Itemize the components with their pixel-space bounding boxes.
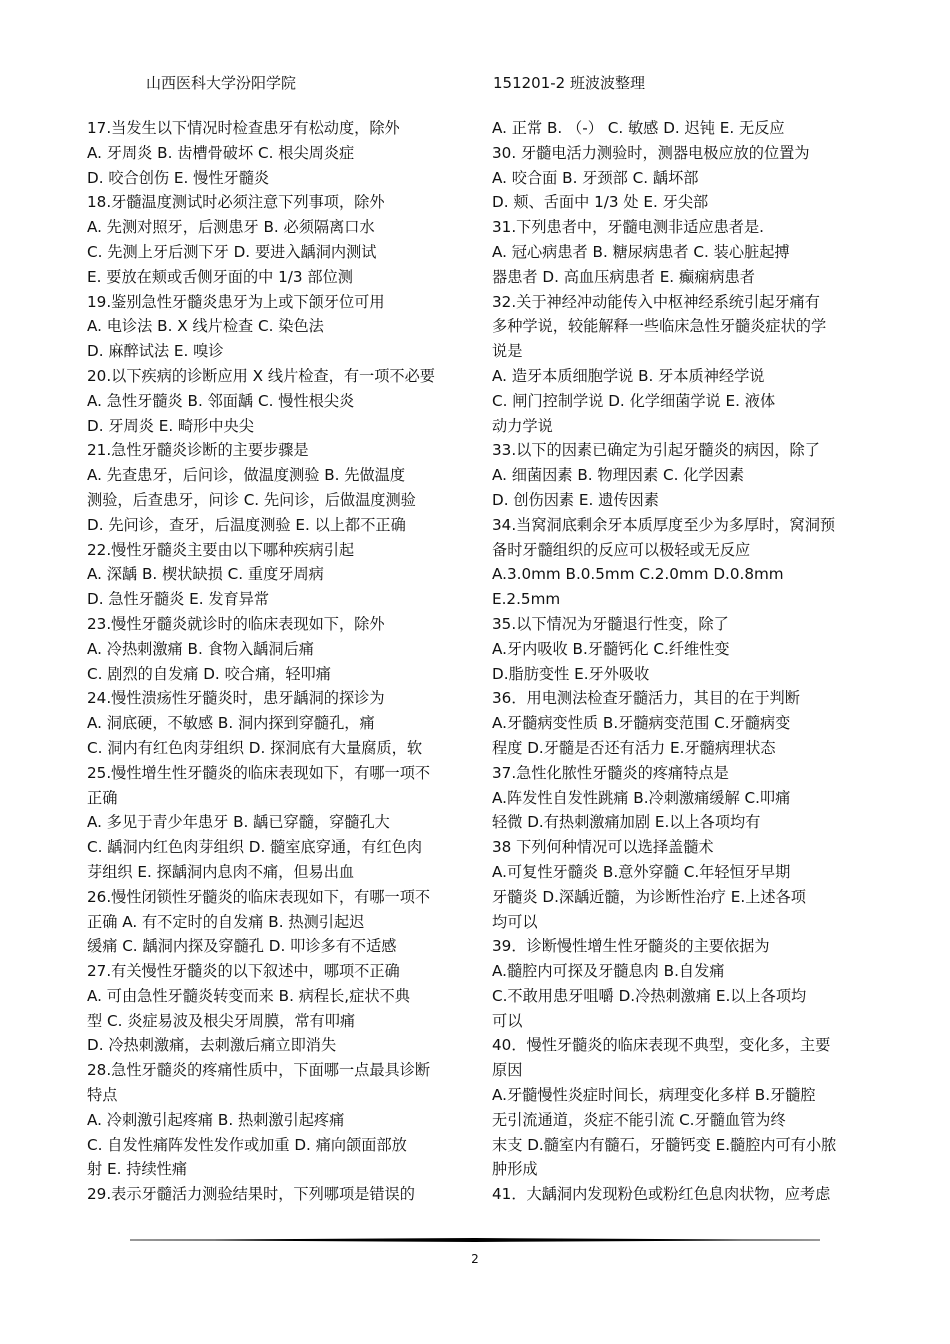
text-line: A.牙内吸收 B.牙髓钙化 C.纤维性变 [492, 639, 730, 658]
text-line: 测验，后查患牙，问诊 C. 先问诊，后做温度测验 [87, 490, 416, 509]
text-line: 17.当发生以下情况时检查患牙有松动度，除外 [87, 119, 400, 137]
text-line: 22.慢性牙髓炎主要由以下哪种疾病引起 [87, 540, 355, 559]
text-line: A. 正常 B. （-） C. 敏感 D. 迟钝 E. 无反应 [492, 119, 785, 137]
text-line: 27.有关慢性牙髓炎的以下叙述中，哪项不正确 [87, 962, 400, 981]
text-line: 牙髓炎 D.深龋近髓，为诊断性治疗 E.上述各项 [492, 887, 806, 906]
text-line: 33.以下的因素已确定为引起牙髓炎的病因，除了 [492, 441, 820, 460]
text-line: 器患者 D. 高血压病患者 E. 癫痫病患者 [492, 267, 755, 286]
text-line: 26.慢性闭锁性牙髓炎的临床表现如下，有哪一项不 [87, 887, 431, 906]
text-line: A.牙髓病变性质 B.牙髓病变范围 C.牙髓病变 [492, 714, 791, 733]
text-line: 41．大龋洞内发现粉色或粉红色息肉状物，应考虑 [492, 1185, 831, 1204]
text-line: D. 创伤因素 E. 遗传因素 [492, 490, 659, 509]
text-line: A. 冷热刺激痛 B. 食物入龋洞后痛 [87, 639, 314, 658]
page-number: 2 [471, 1252, 479, 1266]
text-line: 37.急性化脓性牙髓炎的疼痛特点是 [492, 763, 729, 782]
text-line: E.2.5mm [492, 590, 561, 609]
text-line: 36．用电测法检查牙髓活力，其目的在于判断 [492, 689, 800, 708]
text-line: 25.慢性增生性牙髓炎的临床表现如下，有哪一项不 [87, 763, 431, 782]
text-line: A. 冠心病患者 B. 糖尿病患者 C. 装心脏起搏 [492, 242, 790, 261]
text-line: 正确 A. 有不定时的自发痛 B. 热测引起迟 [87, 912, 365, 931]
text-line: 32.关于神经冲动能传入中枢神经系统引起牙痛有 [492, 292, 820, 311]
text-line: D. 牙周炎 E. 畸形中央尖 [87, 416, 254, 435]
text-line: C. 洞内有红色肉芽组织 D. 探洞底有大量腐质，软 [87, 738, 423, 757]
text-line: C. 闸门控制学说 D. 化学细菌学说 E. 液体 [492, 391, 776, 410]
text-line: A. 先查患牙，后问诊，做温度测验 B. 先做温度 [87, 466, 406, 485]
text-line: A.阵发性自发性跳痛 B.冷刺激痛缓解 C.叩痛 [492, 788, 791, 807]
text-line: 肿形成 [492, 1160, 538, 1179]
text-line: 无引流通道，炎症不能引流 C.牙髓血管为终 [492, 1110, 786, 1129]
text-line: A. 咬合面 B. 牙颈部 C. 龋坏部 [492, 168, 699, 187]
left-column [87, 116, 465, 1207]
text-line: D. 急性牙髓炎 E. 发育异常 [87, 590, 270, 609]
text-line: A. 电诊法 B. X 线片检查 C. 染色法 [87, 317, 324, 336]
text-line: D.脂肪变性 E.牙外吸收 [492, 664, 650, 683]
text-line: 34.当窝洞底剩余牙本质厚度至少为多厚时，窝洞预 [492, 515, 836, 534]
header-school: 山西医科大学汾阳学院 [146, 74, 297, 92]
text-line: 21.急性牙髓炎诊断的主要步骤是 [87, 441, 309, 460]
text-line: 24.慢性溃疡性牙髓炎时，患牙龋洞的探诊为 [87, 689, 385, 708]
text-line: 39．诊断慢性增生性牙髓炎的主要依据为 [492, 937, 770, 956]
text-line: 均可以 [492, 912, 538, 931]
right-column [492, 116, 870, 1207]
text-line: D. 先问诊，查牙，后温度测验 E. 以上都不正确 [87, 515, 406, 534]
text-line: 轻微 D.有热刺激痛加剧 E.以上各项均有 [492, 813, 761, 832]
text-line: A. 细菌因素 B. 物理因素 C. 化学因素 [492, 466, 745, 485]
text-line: 28.急性牙髓炎的疼痛性质中，下面哪一点最具诊断 [87, 1061, 431, 1080]
text-line: E. 要放在颊或舌侧牙面的中 1/3 部位测 [87, 267, 353, 286]
text-line: C. 先测上牙后测下牙 D. 要进入龋洞内测试 [87, 242, 377, 261]
text-line: A. 深龋 B. 楔状缺损 C. 重度牙周病 [87, 565, 324, 584]
text-line: D. 麻醉试法 E. 嗅诊 [87, 342, 224, 361]
header-class-note: 151201-2 班波波整理 [493, 74, 645, 92]
text-line: 芽组织 E. 探龋洞内息肉不痛，但易出血 [87, 862, 355, 881]
text-line: 程度 D.牙髓是否还有活力 E.牙髓病理状态 [492, 738, 776, 757]
text-line: 缓痛 C. 龋洞内探及穿髓孔 D. 叩诊多有不适感 [87, 937, 397, 956]
text-line: 型 C. 炎症易波及根尖牙周膜，常有叩痛 [87, 1011, 356, 1030]
footer-rule [130, 1238, 820, 1242]
text-line: 正确 [87, 788, 118, 807]
text-line: 原因 [492, 1061, 523, 1080]
text-line: A. 先测对照牙，后测患牙 B. 必须隔离口水 [87, 218, 375, 237]
text-line: C. 剧烈的自发痛 D. 咬合痛，轻叩痛 [87, 664, 331, 683]
text-line: 23.慢性牙髓炎就诊时的临床表现如下，除外 [87, 614, 385, 633]
text-line: A. 牙周炎 B. 齿槽骨破坏 C. 根尖周炎症 [87, 143, 355, 162]
text-line: A. 造牙本质细胞学说 B. 牙本质神经学说 [492, 366, 765, 385]
text-line: 20.以下疾病的诊断应用 X 线片检查，有一项不必要 [87, 366, 435, 385]
text-line: 多种学说，较能解释一些临床急性牙髓炎症状的学 [492, 317, 827, 336]
text-line: 动力学说 [492, 416, 553, 435]
text-line: 35.以下情况为牙髓退行性变，除了 [492, 614, 729, 633]
text-line: 备时牙髓组织的反应可以极轻或无反应 [492, 540, 751, 559]
text-line: C. 龋洞内红色肉芽组织 D. 髓室底穿通，有红色肉 [87, 838, 423, 857]
text-line: 38 下列何种情况可以选择盖髓术 [492, 838, 714, 857]
text-line: 31.下列患者中，牙髓电测非适应患者是. [492, 218, 764, 237]
text-line: D. 咬合创伤 E. 慢性牙髓炎 [87, 168, 270, 187]
text-line: A. 多见于青少年患牙 B. 龋已穿髓，穿髓孔大 [87, 813, 390, 832]
text-line: 29.表示牙髓活力测验结果时，下列哪项是错误的 [87, 1185, 415, 1204]
text-line: 末支 D.髓室内有髓石，牙髓钙变 E.髓腔内可有小脓 [492, 1135, 837, 1154]
text-line: 18.牙髓温度测试时必须注意下列事项，除外 [87, 193, 385, 212]
text-line: A.牙髓慢性炎症时间长，病理变化多样 B.牙髓腔 [492, 1086, 816, 1105]
text-line: D. 冷热刺激痛，去刺激后痛立即消失 [87, 1036, 337, 1055]
text-line: 可以 [492, 1011, 523, 1030]
text-line: D. 颊、舌面中 1/3 处 E. 牙尖部 [492, 193, 709, 212]
text-line: 19.鉴别急性牙髓炎患牙为上或下颌牙位可用 [87, 292, 385, 311]
text-line: 30. 牙髓电活力测验时，测器电极应放的位置为 [492, 143, 810, 162]
text-line: 射 E. 持续性痛 [87, 1160, 188, 1179]
text-line: A. 可由急性牙髓炎转变而来 B. 病程长,症状不典 [87, 986, 410, 1005]
text-line: A.可复性牙髓炎 B.意外穿髓 C.年轻恒牙早期 [492, 862, 791, 881]
text-line: C. 自发性痛阵发性发作或加重 D. 痛向颌面部放 [87, 1135, 407, 1154]
text-line: A.3.0mm B.0.5mm C.2.0mm D.0.8mm [492, 565, 784, 584]
text-line: 特点 [87, 1086, 118, 1105]
text-line: A. 冷刺激引起疼痛 B. 热刺激引起疼痛 [87, 1110, 345, 1129]
text-line: A. 洞底硬，不敏感 B. 洞内探到穿髓孔，痛 [87, 714, 375, 733]
text-line: A. 急性牙髓炎 B. 邻面龋 C. 慢性根尖炎 [87, 391, 355, 410]
text-line: C.不敢用患牙咀嚼 D.冷热刺激痛 E.以上各项均 [492, 986, 807, 1005]
text-line: 说是 [492, 342, 523, 361]
text-line: 40．慢性牙髓炎的临床表现不典型，变化多，主要 [492, 1036, 831, 1055]
text-line: A.髓腔内可探及牙髓息肉 B.自发痛 [492, 962, 725, 981]
